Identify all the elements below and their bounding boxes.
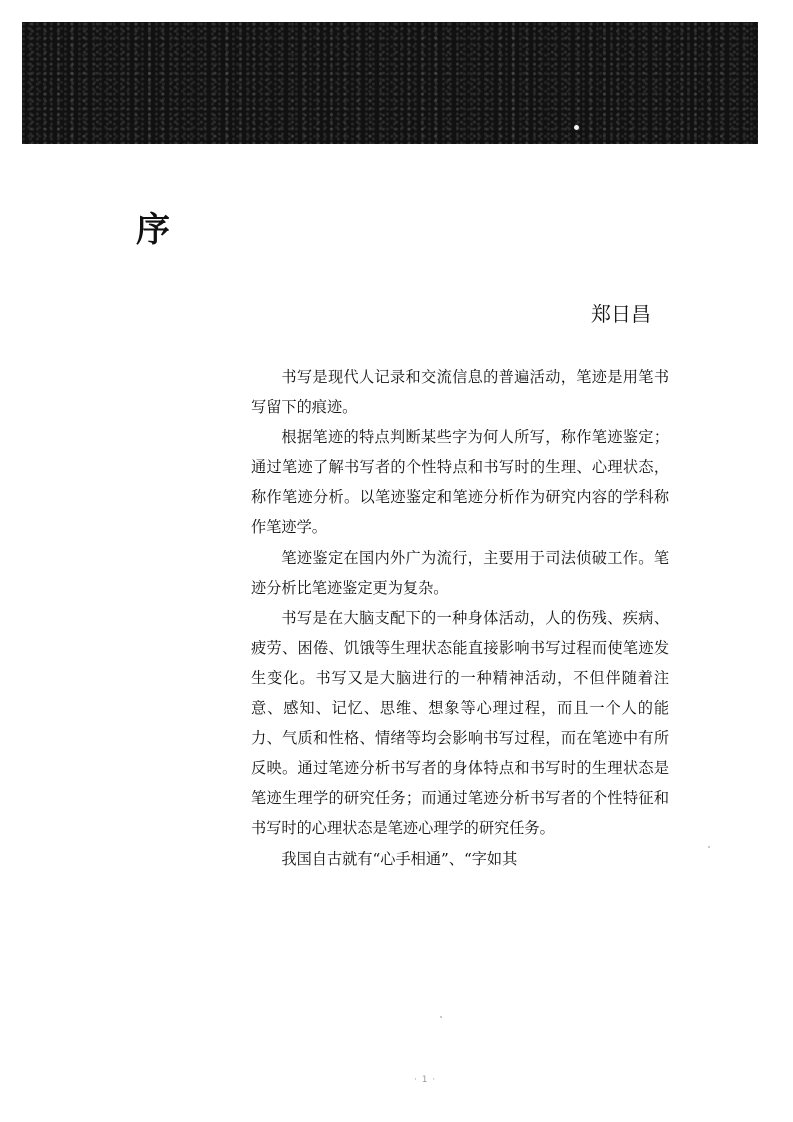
paragraph: 笔迹鉴定在国内外广为流行，主要用于司法侦破工作。笔迹分析比笔迹鉴定更为复杂。 (251, 548, 669, 597)
header-black-band (22, 22, 758, 144)
paragraph: 我国自古就有“心手相通”、“字如其 (281, 849, 518, 868)
preface-body (251, 362, 669, 874)
paragraph: 书写是在大脑支配下的一种身体活动，人的伤残、疾病、疲劳、困倦、饥饿等生理状态能直接影响书写过程而使笔迹发生变化。书写又是大脑进行的一种精神活动，不但伴随着注意、感知、记忆、思维、想象等心理过程，而且一个人的能力、气质和性格、情绪等均会影响书写过程，而在笔迹中有所反映。通过笔迹分析书写者的身体特点和书写时的生理状态是笔迹生理学的研究任务；而通过笔迹分析书写者的个性特征和书写时的心理状态是笔迹心理学的研究任务。 (251, 608, 669, 838)
scan-dot (708, 846, 710, 848)
header-speck (574, 125, 579, 130)
paragraph: 根据笔迹的特点判断某些字为何人所写，称作笔迹鉴定；通过笔迹了解书写者的个性特点和书写时的生理、心理状态，称作笔迹分析。以笔迹鉴定和笔迹分析作为研究内容的学科称作笔迹学。 (251, 428, 669, 537)
page-number: · 1 · (414, 1075, 437, 1085)
paragraph: 书写是现代人记录和交流信息的普遍活动，笔迹是用笔书写留下的痕迹。 (251, 368, 669, 417)
scan-dot (440, 1016, 442, 1018)
author-name: 郑日昌 (591, 302, 651, 326)
page-title: 序 (136, 210, 170, 250)
